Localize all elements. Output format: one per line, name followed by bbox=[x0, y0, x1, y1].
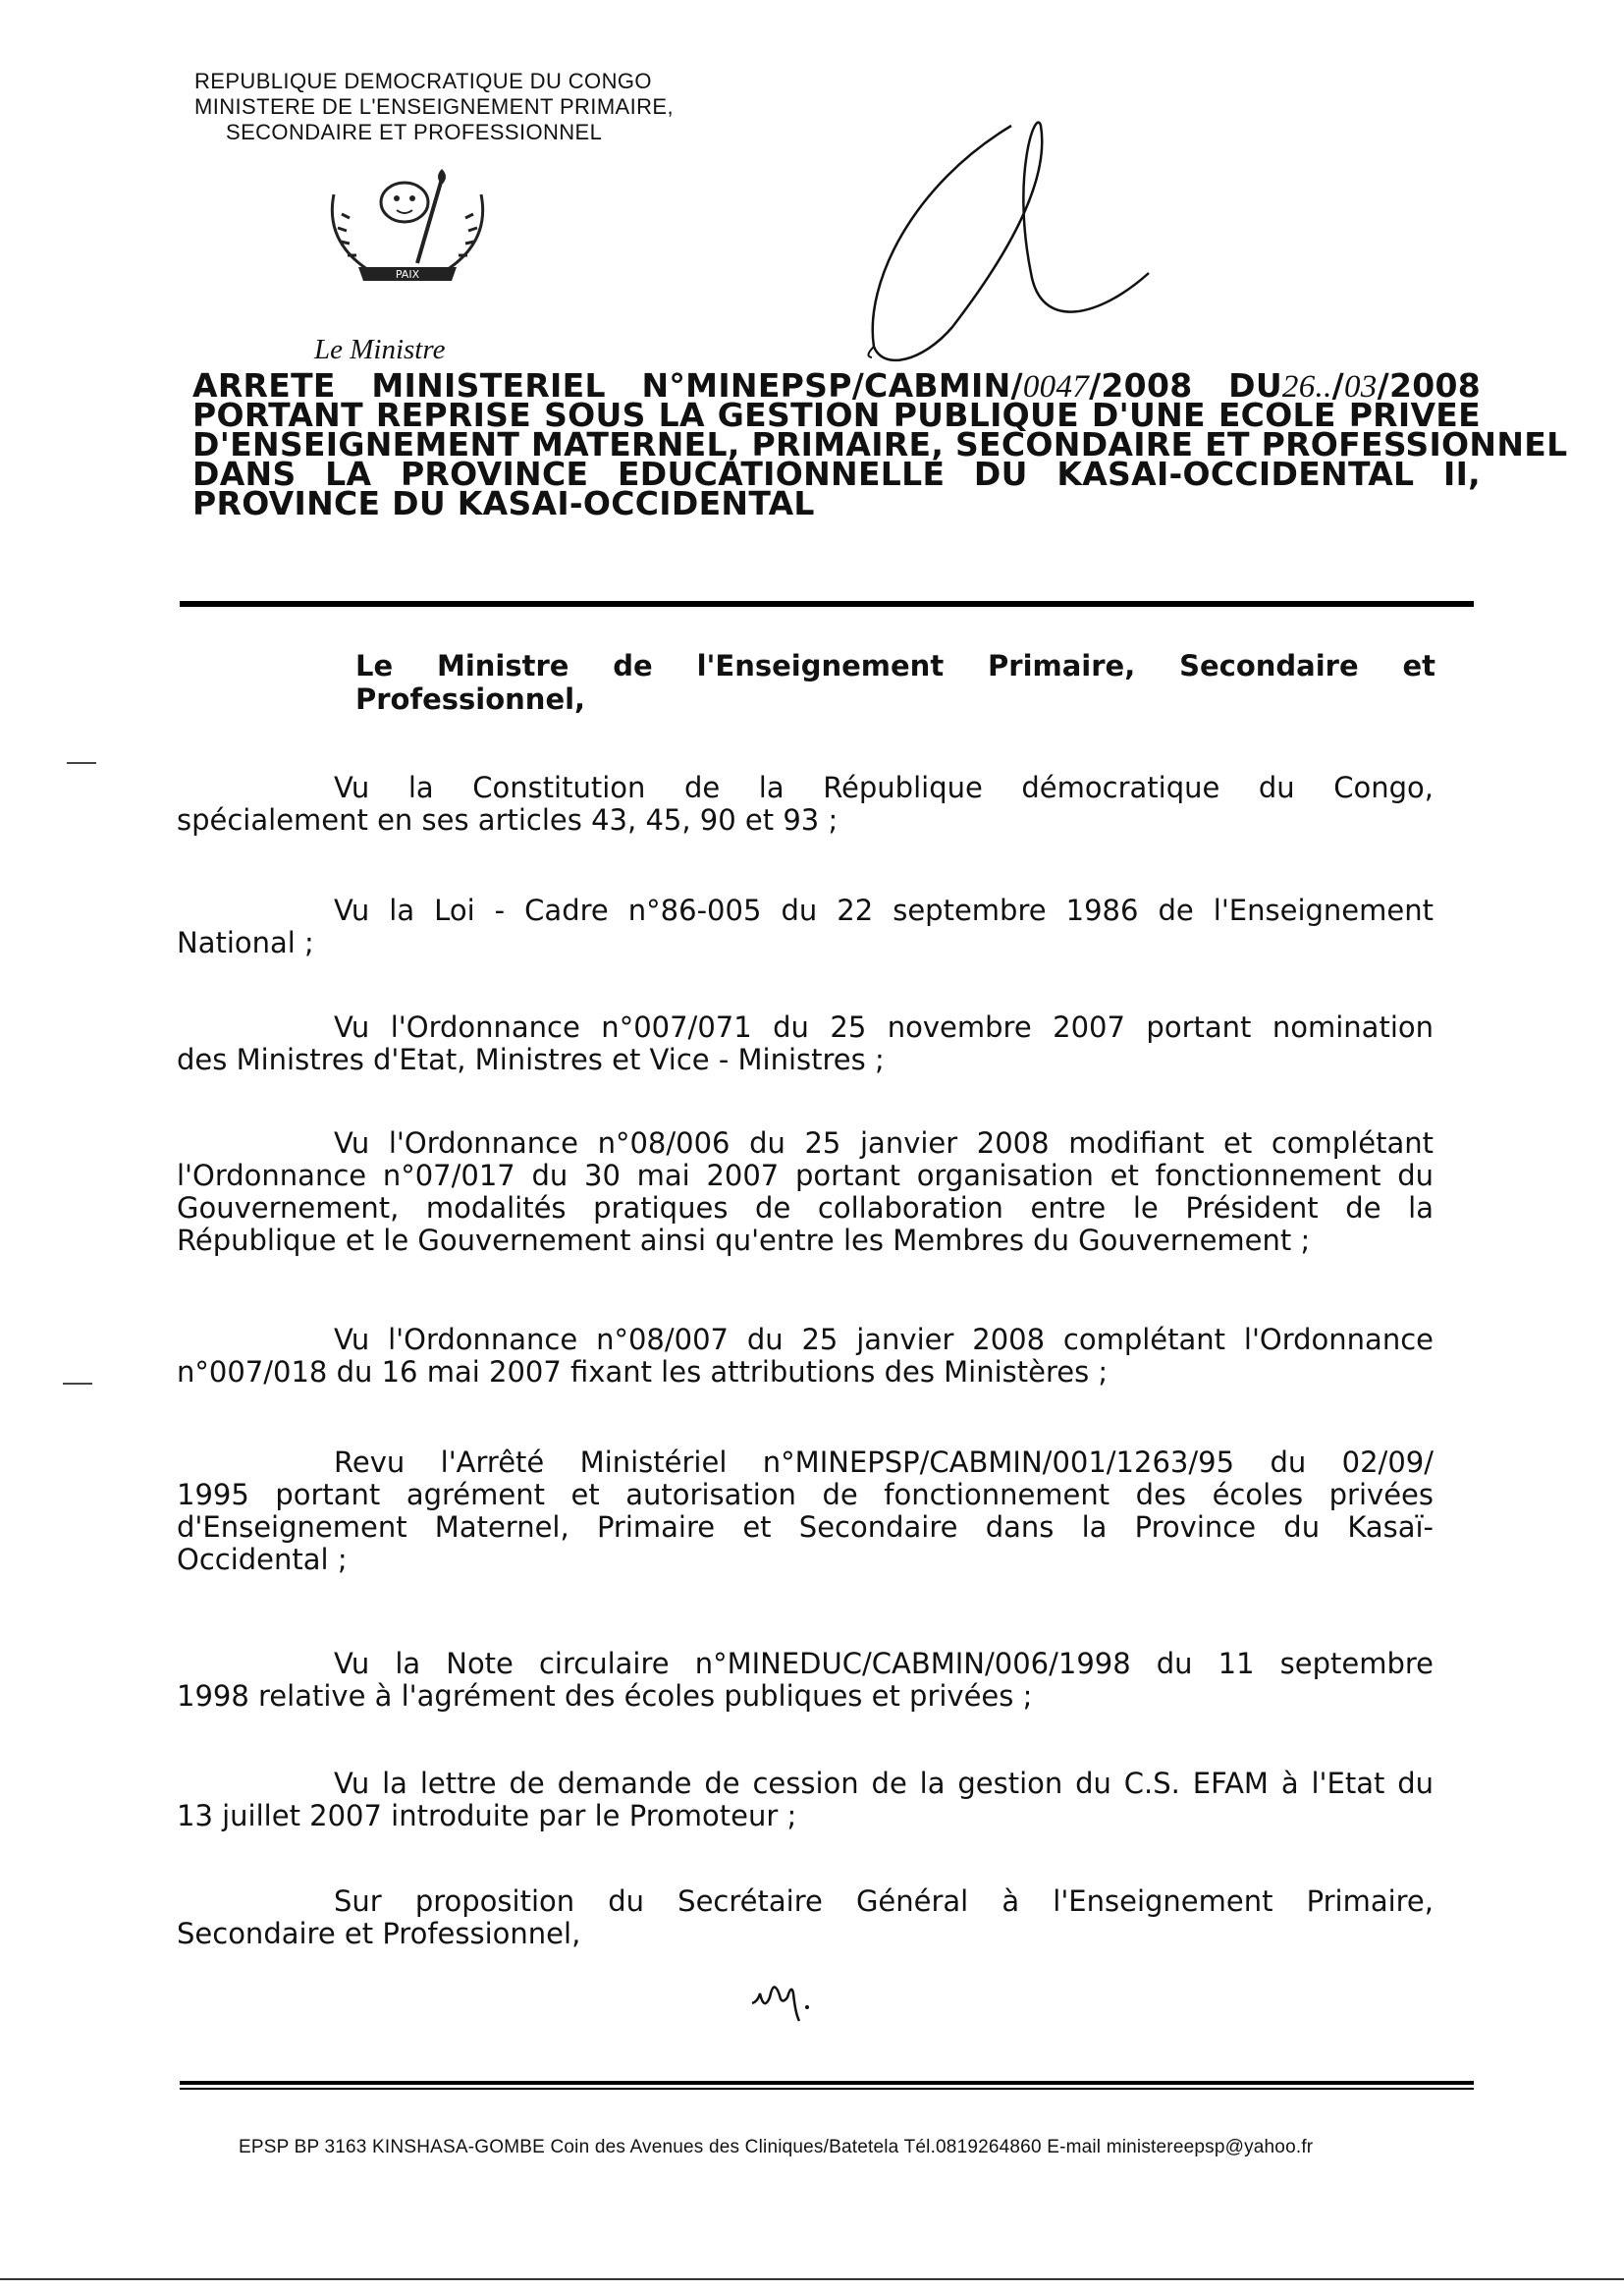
decree-number-prefix: ARRETE MINISTERIEL N°MINEPSP/CABMIN/ bbox=[192, 366, 1023, 405]
paragraph-line: Vu la Constitution de la République démocratique du Congo, bbox=[334, 771, 1434, 804]
paragraph-line: Occidental ; bbox=[177, 1543, 348, 1576]
date-separator: / bbox=[1331, 366, 1344, 405]
paragraph-line: 1998 relative à l'agrément des écoles publiques et privées ; bbox=[177, 1679, 1033, 1713]
considerant-arrete-agrement bbox=[177, 1446, 1434, 1576]
letterhead-country: REPUBLIQUE DEMOCRATIQUE DU CONGO bbox=[194, 69, 652, 93]
paragraph-line: Vu l'Ordonnance n°08/006 du 25 janvier 2008 modifiant et complétant bbox=[334, 1126, 1434, 1160]
decree-reference-line: ARRETE MINISTERIEL N°MINEPSP/CABMIN/0047/2008 DU26../03/2008 bbox=[192, 366, 1481, 405]
paragraph-line: Vu l'Ordonnance n°007/071 du 25 novembre 2007 portant nomination bbox=[334, 1010, 1434, 1044]
paragraph-line: des Ministres d'Etat, Ministres et Vice - Ministres ; bbox=[177, 1043, 885, 1076]
emblem-motto: PAIX bbox=[395, 268, 420, 281]
paragraph-line: d'Enseignement Maternel, Primaire et Secondaire dans la Province du Kasaï- bbox=[177, 1510, 1434, 1544]
decree-title-line-3: D'ENSEIGNEMENT MATERNEL, PRIMAIRE, SECONDAIRE ET PROFESSIONNEL bbox=[192, 425, 1568, 464]
considerant-lettre-cession bbox=[177, 1768, 1434, 1832]
paragraph-line: spécialement en ses articles 43, 45, 90 et 93 ; bbox=[177, 803, 839, 837]
letterhead-ministry-cont: SECONDAIRE ET PROFESSIONNEL bbox=[226, 120, 603, 144]
paragraph-line: République et le Gouvernement ainsi qu'entre les Membres du Gouvernement ; bbox=[177, 1224, 1311, 1257]
paragraph-line: 1995 portant agrément et autorisation de fonctionnement des écoles privées bbox=[177, 1478, 1434, 1511]
considerant-constitution bbox=[177, 772, 1434, 837]
paragraph-line: National ; bbox=[177, 926, 314, 959]
handwritten-signature bbox=[854, 116, 1443, 371]
decree-year: 2008 DU bbox=[1101, 366, 1282, 405]
paragraph-line: Vu la lettre de demande de cession de la gestion du C.S. EFAM à l'Etat du bbox=[334, 1767, 1434, 1800]
paragraph-line: Gouvernement, modalités pratiques de collaboration entre le Président de la bbox=[177, 1191, 1434, 1225]
footer-address: EPSP BP 3163 KINSHASA-GOMBE Coin des Avenues des Cliniques/Batetela Tél.0819264860 E-mail ministereepsp@yahoo.fr bbox=[239, 2137, 1314, 2157]
scan-edge-line bbox=[0, 2278, 1624, 2280]
paragraph-line: Secondaire et Professionnel, bbox=[177, 1917, 581, 1950]
letterhead-ministry: MINISTERE DE L'ENSEIGNEMENT PRIMAIRE, bbox=[194, 94, 675, 119]
considerant-ordonnance-nomination bbox=[177, 1011, 1434, 1076]
decree-title-line-2: PORTANT REPRISE SOUS LA GESTION PUBLIQUE D'UNE ECOLE PRIVEE bbox=[192, 396, 1481, 434]
coat-of-arms-icon bbox=[314, 165, 501, 293]
scan-margin-mark bbox=[67, 762, 96, 764]
decree-title-line-4: DANS LA PROVINCE EDUCATIONNELLE DU KASAI-OCCIDENTAL II, bbox=[192, 455, 1481, 493]
paragraph-line: l'Ordonnance n°07/017 du 30 mai 2007 portant organisation et fonctionnement du bbox=[177, 1159, 1434, 1192]
date-year: /2008 bbox=[1377, 366, 1481, 405]
considerant-note-circulaire bbox=[177, 1648, 1434, 1713]
considerant-ordonnance-organisation bbox=[177, 1127, 1434, 1257]
paragraph-line: n°007/018 du 16 mai 2007 fixant les attributions des Ministères ; bbox=[177, 1355, 1109, 1389]
handwritten-month: 03 bbox=[1343, 369, 1378, 405]
handwritten-day: 26.. bbox=[1281, 369, 1332, 405]
paragraph-line: Revu l'Arrêté Ministériel n°MINEPSP/CABMIN/001/1263/95 du 02/09/ bbox=[334, 1446, 1434, 1479]
considerant-loi-cadre bbox=[177, 895, 1434, 959]
preamble-line-2: Professionnel, bbox=[355, 682, 586, 716]
preamble-line-1: Le Ministre de l'Enseignement Primaire, Secondaire et bbox=[355, 649, 1435, 682]
handwritten-decree-number: 0047 bbox=[1022, 369, 1090, 405]
considerant-proposition bbox=[177, 1885, 1434, 1950]
paragraph-line: Vu l'Ordonnance n°08/007 du 25 janvier 2008 complétant l'Ordonnance bbox=[334, 1323, 1434, 1356]
paragraph-line: Vu la Note circulaire n°MINEDUC/CABMIN/006/1998 du 11 septembre bbox=[334, 1647, 1434, 1680]
scan-margin-mark bbox=[63, 1383, 92, 1385]
considerant-ordonnance-attributions bbox=[177, 1324, 1434, 1389]
minister-label: Le Ministre bbox=[314, 334, 446, 365]
footer-divider-thin bbox=[180, 2088, 1474, 2090]
paragraph-line: 13 juillet 2007 introduite par le Promoteur ; bbox=[177, 1799, 797, 1832]
footer-divider bbox=[180, 2081, 1474, 2085]
handwritten-initials bbox=[748, 1964, 827, 2023]
letterhead bbox=[194, 69, 744, 145]
decree-title bbox=[192, 366, 1568, 522]
preamble bbox=[355, 649, 1435, 716]
paragraph-line: Vu la Loi - Cadre n°86-005 du 22 septembre 1986 de l'Enseignement bbox=[334, 894, 1434, 927]
paragraph-line: Sur proposition du Secrétaire Général à l'Enseignement Primaire, bbox=[334, 1884, 1434, 1918]
title-divider bbox=[180, 601, 1474, 607]
decree-title-line-5: PROVINCE DU KASAI-OCCIDENTAL bbox=[192, 484, 815, 522]
